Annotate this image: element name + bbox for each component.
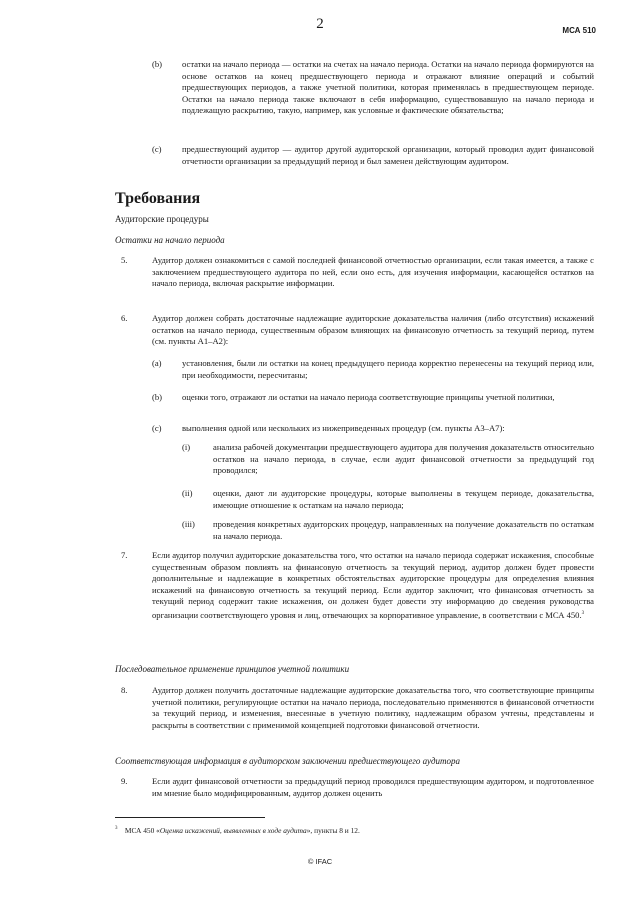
- list-label: (b): [152, 392, 163, 402]
- page-number: 2: [316, 16, 324, 32]
- sublist-label: (i): [182, 442, 191, 452]
- copyright-footer: © IFAC: [307, 857, 333, 866]
- definition-label: (b): [152, 59, 163, 69]
- list-item-text: выполнения одной или нескольких из нижеприведенных процедур (см. пункты А3–А7):: [182, 423, 505, 433]
- paragraph-number: 5.: [121, 255, 128, 265]
- paragraph-text: Аудитор должен ознакомиться с самой последней финансовой отчетностью организации, если такая имеется, а также с заключением предшествующего аудитора по ней, если оно есть, для изучения информации, касающейся остатков на начало периода, включая раскрытие информации.: [152, 255, 594, 289]
- paragraph-text: Аудитор должен собрать достаточные надлежащие аудиторские доказательства наличия (либо отсутствия) искажений остатков на начало периода, существенным образом влияющих на финансовую отчетность за текущий период, путем (см. пункты А1–А2):: [152, 313, 594, 347]
- footnote: $^3$ МСА 450 «Оценка искажений, выявленных в ходе аудита», пункты 8 и 12.: [115, 826, 360, 835]
- footnote-ref: 3: [581, 610, 585, 616]
- list-label: (c): [152, 423, 162, 433]
- subsection-heading-consistency: Последовательное применение принципов учетной политики: [115, 664, 350, 674]
- paragraph-number: 9.: [121, 776, 128, 786]
- paragraph-text: Аудитор должен получить достаточные надлежащие аудиторские доказательства того, что соответствующие принципы учетной политики, регулирующие остатки на начало периода, последовательно применяются в финансовой отчетности за текущий период, и изменения, внесенные в учетную политику, надлежащим образом учтены, представлены и раскрыты в соответствии с применимой концепцией подготовки финансовой отчетности.: [152, 685, 594, 730]
- paragraph-number: 8.: [121, 685, 128, 695]
- sublist-item-text: оценки, дают ли аудиторские процедуры, которые выполнены в текущем периоде, доказательства, имеющие отношение к остаткам на начало периода;: [213, 488, 594, 510]
- standard-code: МСА 510: [562, 26, 596, 35]
- paragraph-number: 7.: [121, 550, 128, 560]
- footnote-mark: 3: [115, 826, 118, 831]
- footnote-title: Оценка искажений, выявленных в ходе аудита: [159, 826, 307, 835]
- subsection-heading-predecessor: Соответствующая информация в аудиторском заключении предшествующего аудитора: [115, 756, 461, 766]
- definition-label: (c): [152, 144, 162, 154]
- subsection-heading: Аудиторские процедуры: [115, 214, 209, 224]
- sublist-item-text: проведения конкретных аудиторских процедур, направленных на получение доказательств по остаткам на начало периода.: [213, 519, 594, 541]
- sublist-item-text: анализа рабочей документации предшествующего аудитора для получения доказательств относительно остатков на начало периода, в случае, если аудит финансовой отчетности за предыдущий год проводился;: [213, 442, 594, 476]
- subsection-heading-opening-balances: Остатки на начало периода: [115, 235, 225, 245]
- definition-text: предшествующий аудитор — аудитор другой аудиторской организации, который проводил аудит финансовой отчетности организации за предыдущий период и был заменен действующим аудитором.: [182, 144, 594, 166]
- list-item-text: оценки того, отражают ли остатки на начало периода соответствующие принципы учетной политики,: [182, 392, 555, 402]
- sublist-label: (iii): [182, 519, 195, 529]
- paragraph-text: Если аудитор получил аудиторские доказательства того, что остатки на начало периода содержат искажения, способные существенным образом повлиять на финансовую отчетность за текущий период, аудитор должен будет провести дополнительные и надлежащие в конкретных обстоятельствах аудиторские процедуры для определения влияния искажений на финансовую отчетность за текущий период. Если аудитор заключит, что финансовая отчетность за текущий период содержит такие искажения, он должен будет довести эту информацию до сведения руководства организации соответствующего уровня и лиц, отвечающих за корпоративное управление, в соответствии с МСА 450.$^3$: [152, 550, 594, 620]
- paragraph-text: Если аудит финансовой отчетности за предыдущий период проводился предшествующим аудитором, и подготовленное им мнение было модифицированным, аудитор должен оценить: [152, 776, 594, 798]
- paragraph-number: 6.: [121, 313, 128, 323]
- list-item-text: установления, были ли остатки на конец предыдущего периода корректно перенесены на текущий период или, при необходимости, пересчитаны;: [182, 358, 594, 380]
- list-label: (a): [152, 358, 162, 368]
- section-title: Требования: [115, 190, 201, 207]
- footnote-divider: [115, 817, 265, 818]
- sublist-label: (ii): [182, 488, 193, 498]
- definition-text: остатки на начало периода — остатки на счетах на начало периода. Остатки на начало периода формируются на основе остатков на конец предшествующего периода и отражают влияние операций и событий предшествующих периодов, а также учетной политики, которая применялась в предшествующем периоде. Остатки на начало периода также включают в себя информацию, существовавшую на начало периода и подлежащую раскрытию, такую, например, как условные и фактические обязательства;: [182, 59, 594, 116]
